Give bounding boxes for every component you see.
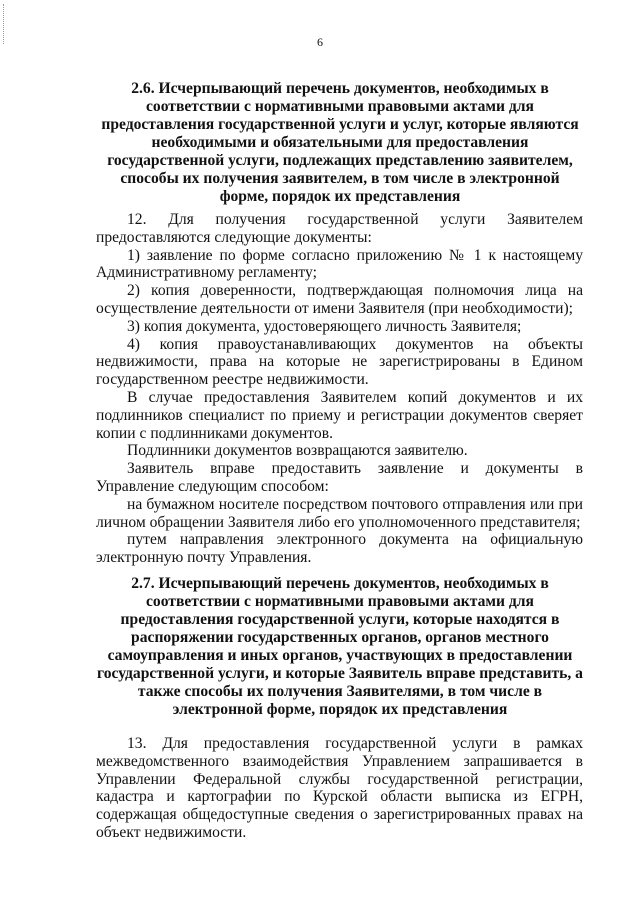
section-2-7-heading: 2.7. Исчерпывающий перечень документов, необходимых в соответствии с нормативными правовыми актами для предоставления государственной услуги, которые находятся в распоряжении государственных органов, органов местного самоуправления и иных органов, участвующих в предоставлении государственной услуги, и которые Заявитель вправе представить, а также способы их получения Заявителями, в том числе в электронной форме, порядок их представления (97, 575, 583, 718)
section-2-6-heading: 2.6. Исчерпывающий перечень документов, необходимых в соответствии с нормативными правовыми актами для предоставления государственной услуги и услуг, которые являются необходимыми и обязательными для предоставления государственной услуги, подлежащих представлению заявителем, способы их получения заявителем, в том числе в электронной форме, порядок их представления (101, 80, 579, 205)
paragraph-12: 12. Для получения государственной услуги Заявителем предоставляются следующие документы: (96, 211, 583, 246)
paragraph-copies: В случае предоставления Заявителем копий документов и их подлинников специалист по приему и регистрации документов сверяет копии с подлинниками документов. (96, 388, 583, 442)
paragraph-email: путем направления электронного документа на официальную электронную почту Управления. (96, 531, 583, 567)
list-item-3: 3) копия документа, удостоверяющего личность Заявителя; (127, 317, 522, 335)
paragraph-paper: на бумажном носителе посредством почтового отправления или при личном обращении Заявителя либо его уполномоченного представителя; (96, 495, 583, 531)
paragraph-originals: Подлинники документов возвращаются заявителю. (127, 442, 468, 460)
list-item-4: 4) копия правоустанавливающих документов на объекты недвижимости, права на которые не зарегистрированы в Едином государственном реестре недвижимости. (96, 335, 583, 389)
section-2-6-body (96, 211, 583, 567)
page-number: 6 (317, 35, 323, 49)
paragraph-13: 13. Для предоставления государственной услуги в рамках межведомственного взаимодействия Управлением запрашивается в Управлении Федеральной службы государственной регистрации, кадастра и картографии по Курской области выписка из ЕГРН, содержащая общедоступные сведения о зарегистрированных правах на объект недвижимости. (96, 735, 583, 841)
list-item-1: 1) заявление по форме согласно приложению № 1 к настоящему Административному регламенту; (96, 246, 583, 282)
section-2-7-body (96, 735, 583, 842)
list-item-2: 2) копия доверенности, подтверждающая полномочия лица на осуществление деятельности от имени Заявителя (при необходимости); (96, 282, 583, 317)
paragraph-submission: Заявитель вправе предоставить заявление и документы в Управление следующим способом: (96, 460, 583, 495)
